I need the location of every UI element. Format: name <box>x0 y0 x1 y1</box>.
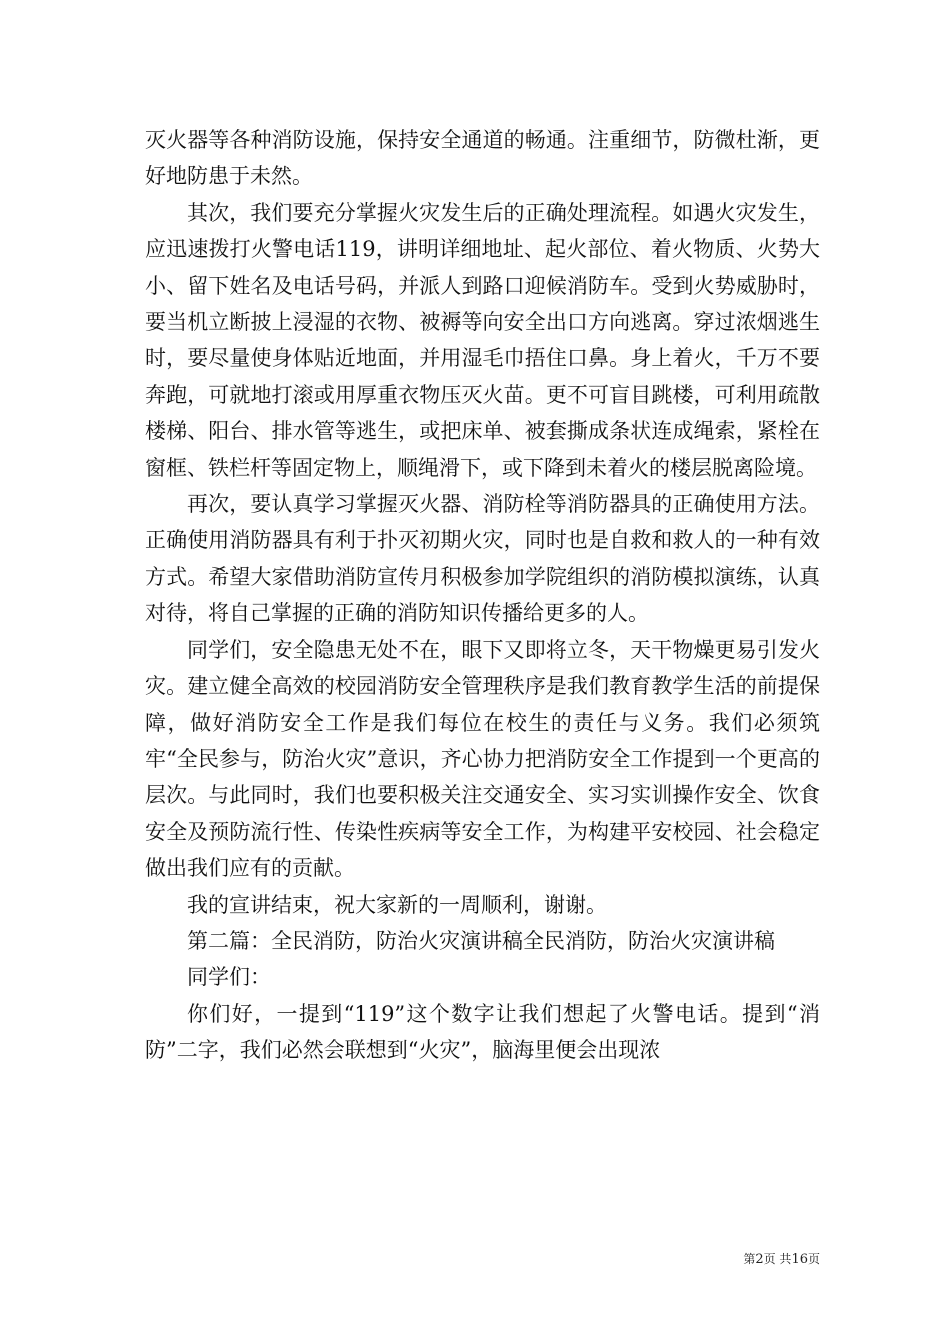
footer-total-pages: 16 <box>791 1252 808 1267</box>
footer-current-page: 2 <box>755 1252 764 1267</box>
paragraph-1: 灭火器等各种消防设施，保持安全通道的畅通。注重细节，防微杜渐，更好地防患于未然。 <box>145 128 820 189</box>
paragraph-2: 其次，我们要充分掌握火灾发生后的正确处理流程。如遇火灾发生，应迅速拨打火警电话119，讲明详细地址、起火部位、着火物质、火势大小、留下姓名及电话号码，并派人到路口迎候消防车。受到火势威胁时，要当机立断披上浸湿的衣物、被褥等向安全出口方向逃离。穿过浓烟逃生时，要尽量使身体贴近地面，并用湿毛巾捂住口鼻。身上着火，千万不要奔跑，可就地打滚或用厚重衣物压灭火苗。更不可盲目跳楼，可利用疏散楼梯、阳台、排水管等逃生，或把床单、被套撕成条状连成绳索，紧栓在窗框、铁栏杆等固定物上，顺绳滑下，或下降到未着火的楼层脱离险境。 <box>145 200 820 480</box>
document-body <box>145 122 820 1069</box>
page-number-footer <box>700 1250 820 1267</box>
paragraph-4: 同学们，安全隐患无处不在，眼下又即将立冬，天干物燥更易引发火灾。建立健全高效的校园消防安全管理秩序是我们教育教学生活的前提保障，做好消防安全工作是我们每位在校生的责任与义务。我们必须筑牢“全民参与，防治火灾”意识，齐心协力把消防安全工作提到一个更高的层次。与此同时，我们也要积极关注交通安全、实习实训操作安全、饮食安全及预防流行性、传染性疾病等安全工作，为构建平安校园、社会稳定做出我们应有的贡献。 <box>145 637 820 881</box>
section-heading-2: 第二篇：全民消防，防治火灾演讲稿全民消防，防治火灾演讲稿 <box>187 928 775 953</box>
paragraph-5: 我的宣讲结束，祝大家新的一周顺利，谢谢。 <box>187 892 607 917</box>
footer-prefix: 第 <box>743 1252 756 1266</box>
paragraph-8: 你们好，一提到“119”这个数字让我们想起了火警电话。提到“消防”二字，我们必然会联想到“火灾”，脑海里便会出现浓 <box>145 1001 820 1063</box>
footer-middle: 页 共 <box>763 1252 792 1266</box>
salutation: 同学们： <box>187 965 271 990</box>
footer-suffix: 页 <box>807 1252 820 1266</box>
paragraph-3: 再次，要认真学习掌握灭火器、消防栓等消防器具的正确使用方法。正确使用消防器具有利于扑灭初期火灾，同时也是自救和救人的一种有效方式。希望大家借助消防宣传月积极参加学院组织的消防模拟演练，认真对待，将自己掌握的正确的消防知识传播给更多的人。 <box>145 492 820 626</box>
